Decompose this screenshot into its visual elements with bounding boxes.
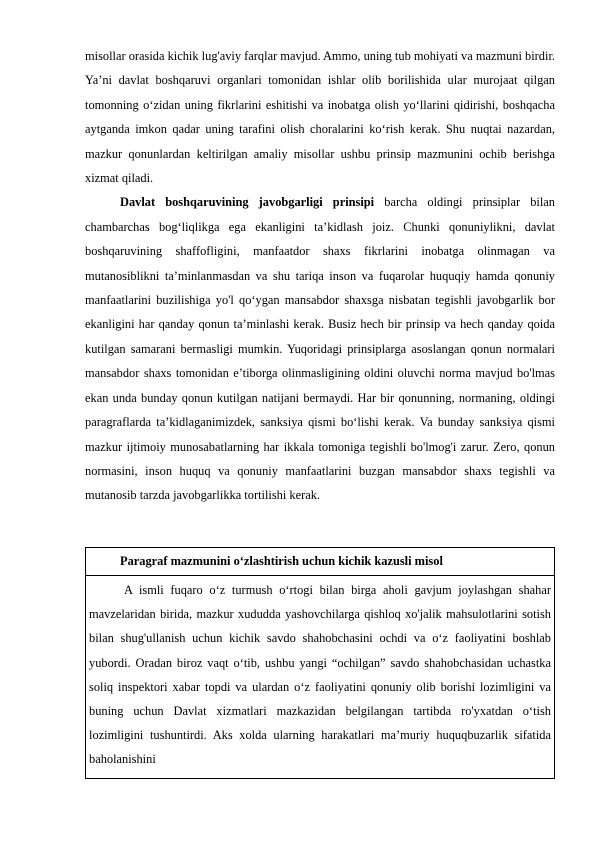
paragraph-responsibility-principle xyxy=(85,190,555,507)
principle-text: barcha oldingi prinsiplar bilan chambarchas bog‘liqlikga ega ekanligini ta’kidlash joiz. Chunki qonuniylikni, davlat boshqaruvining shaffofligini, manfaatdor shaxs fikrlarini inobatga olinmagan va mutanosiblikni ta’minlanmasdan va shu tariqa inson va fuqarolar huquqiy hamda qonuniy manfaatlarini buzilishiga yo'l qo‘ygan mansabdor shaxsga nisbatan tegishli javobgarlik bor ekanligini har qanday qonun ta’minlashi kerak. Busiz hech bir prinsip va hech qanday qoida kutilgan samarani bermasligi mumkin. Yuqoridagi prinsiplarga asoslangan qonun normalari mansabdor shaxs tomonidan e’tiborga olinmasligining oldini oluvchi norma mavjud bo'lmas ekan unda bunday qonun kutilgan natijani bermaydi. Har bir qonunning, normaning, oldingi paragraflarda ta’kidlaganimizdek, sanksiya qismi bo‘lishi kerak. Va bunday sanksiya qismi mazkur ijtimoiy munosabatlarning har ikkala tomoniga tegishli bo'lmog'i zarur. Zero, qonun normasini, inson huquq va qonuniy manfaatlarini buzgan mansabdor shaxs tegishli va mutanosib tarzda javobgarlikka tortilishi kerak. xyxy=(85,195,555,503)
principle-heading: Davlat boshqaruvining javobgarligi prinsipi xyxy=(120,195,375,210)
paragraph-intro: misollar orasida kichik lug'aviy farqlar mavjud. Ammo, uning tub mohiyati va mazmuni birdir. Ya’ni davlat boshqaruvi organlari tomonidan ishlar olib borilishida ular murojaat qilgan tomonning o‘zidan uning fikrlarini eshitishi va inobatga olish yo‘llarini qidirishi, boshqacha aytganda imkon qadar uning tarafini olish choralarini ko‘rish kerak. Shu nuqtai nazardan, mazkur qonunlardan keltirilgan amaliy misollar ushbu prinsip mazmunini ochib berishga xizmat qiladi. xyxy=(85,49,555,186)
case-study-box xyxy=(85,547,555,779)
case-study-title: Paragraf mazmunini o‘zlashtirish uchun kichik kazusli misol xyxy=(86,548,554,576)
case-study-text: A ismli fuqaro o‘z turmush o‘rtogi bilan birga aholi gavjum joylashgan shahar mavzelaridan birida, mazkur xududda yashovchilarga qishloq xo'jalik mahsulotlarini sotish bilan shug'ullanish uchun kichik savdo shahobchasini ochdi va o‘z faoliyatini boshlab yubordi. Oradan biroz vaqt o‘tib, ushbu yangi “ochilgan” savdo shahobchasidan uchastka soliq inspektori xabar topdi va ulardan o‘z faoliyatini qonuniy olib borishi lozimligini va buning uchun Davlat xizmatlari mazkazidan belgilangan tartibda ro'yxatdan o‘tish lozimligini tushuntirdi. Aks xolda ularning harakatlari ma’muriy huquqbuzarlik sifatida baholanishini xyxy=(89,583,551,767)
case-study-body xyxy=(89,578,551,772)
document-page xyxy=(85,44,555,508)
